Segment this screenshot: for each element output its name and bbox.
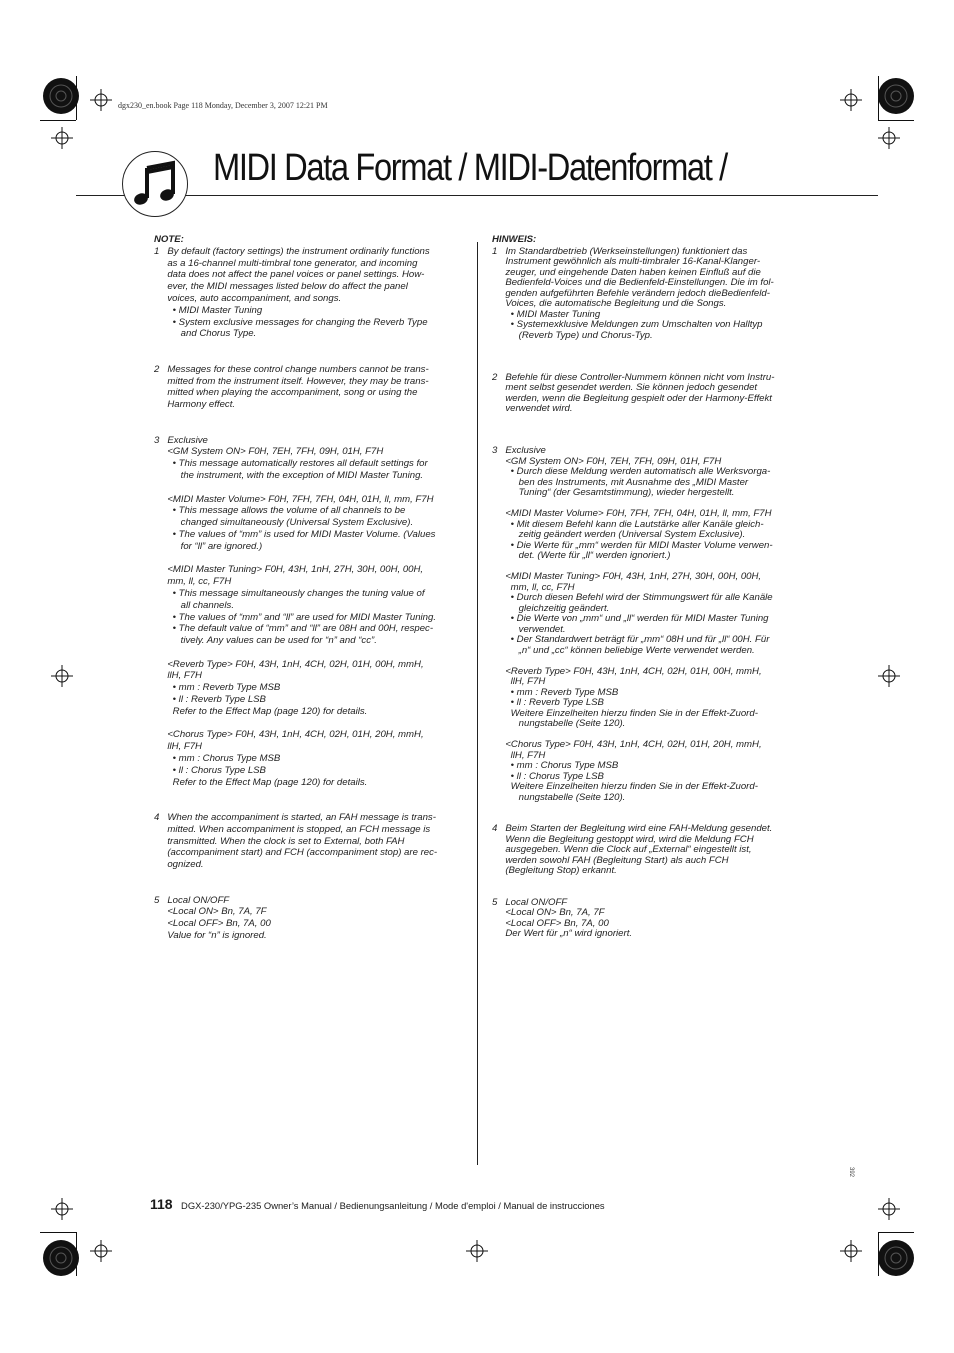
registration-mark-icon (878, 1198, 900, 1220)
text-line: 4 When the accompaniment is started, an FAH message is trans- (154, 812, 436, 824)
text-line: • mm : Reverb Type MSB (492, 686, 619, 698)
text-line (154, 788, 437, 800)
text-line: gleichzeitig geändert. (492, 602, 610, 614)
registration-mark-icon (51, 127, 73, 149)
text-line (154, 340, 437, 352)
text-line: mitted from the instrument itself. However, they may be trans- (154, 375, 429, 387)
text-line: zeitig geändert werden (Universal System Exclusive). (492, 529, 746, 541)
text-line: Harmony effect. (154, 399, 236, 411)
text-line: • mm : Chorus Type MSB (492, 760, 619, 772)
text-line (492, 414, 774, 425)
text-line: ognized. (154, 859, 204, 871)
crop-line (878, 1232, 879, 1276)
text-line (492, 340, 774, 351)
text-line: Refer to the Effect Map (page 120) for details. (154, 776, 368, 788)
text-line: for “ll” are ignored.) (154, 540, 263, 552)
crop-line (76, 1232, 77, 1276)
text-line: • Der Standardwert beträgt für „mm“ 08H und für „ll“ 00H. Für (492, 634, 770, 646)
text-line: <Local OFF> Bn, 7A, 00 (492, 917, 609, 929)
registration-mark-icon (878, 127, 900, 149)
text-line (492, 802, 774, 813)
text-line: 4 Beim Starten der Begleitung wird eine FAH-Meldung gesendet. (492, 823, 773, 835)
text-line: • mm : Chorus Type MSB (154, 753, 281, 765)
text-line: <GM System ON> F0H, 7EH, 7FH, 09H, 01H, F7H (492, 455, 722, 467)
title-rule (76, 195, 878, 196)
text-line: <Reverb Type> F0H, 43H, 1nH, 4CH, 02H, 01H, 00H, mmH, (154, 658, 424, 670)
registration-mark-icon (51, 1198, 73, 1220)
text-line (154, 871, 437, 883)
text-line: • ll : Chorus Type LSB (154, 764, 266, 776)
text-line: Value for “n” is ignored. (154, 930, 267, 942)
crop-line (878, 76, 879, 120)
text-line: mitted. When accompaniment is stopped, an FCH message is (154, 823, 431, 835)
text-line: <Local OFF> Bn, 7A, 00 (154, 918, 271, 930)
text-line: mm, ll, cc, F7H (154, 576, 232, 588)
page-number: 118 (150, 1196, 173, 1212)
print-target-icon (41, 1238, 81, 1278)
text-line: „n“ und „cc“ können beliebige Werte verwendet werden. (492, 644, 755, 656)
text-line: tively. Any values can be used for “n” and “cc”. (154, 635, 377, 647)
text-line: (accompaniment start) and FCH (accompaniment stop) are rec- (154, 847, 438, 859)
text-line: mm, ll, cc, F7H (492, 581, 575, 593)
text-line: 2 Befehle für diese Controller-Nummern können nicht vom Instru- (492, 371, 775, 383)
text-line: <MIDI Master Volume> F0H, 7FH, 7FH, 04H, 01H, ll, mm, F7H (492, 508, 772, 520)
text-line: ben des Instruments, mit Ausnahme des „MIDI Master (492, 476, 749, 488)
text-line: • MIDI Master Tuning (154, 304, 263, 316)
text-line: <MIDI Master Volume> F0H, 7FH, 7FH, 04H, 01H, ll, mm, F7H (154, 493, 434, 505)
text-line: (Reverb Type) und Chorus-Typ. (492, 329, 653, 341)
text-line: • Systemexklusive Meldungen zum Umschalten von Halltyp (492, 319, 763, 331)
text-line (492, 813, 774, 824)
print-target-icon (876, 1238, 916, 1278)
text-line: Bedienfeld-Voices und die Bedienfeld-Einstellungen. Die im fol- (492, 277, 774, 289)
note-column-german (492, 234, 774, 939)
text-line: <GM System ON> F0H, 7EH, 7FH, 09H, 01H, F7H (154, 446, 384, 458)
text-line: transmitted. When the clock is set to External, both FAH (154, 835, 405, 847)
text-line (154, 553, 437, 565)
note-heading: NOTE: (154, 234, 184, 245)
text-line: changed simultaneously (Universal System Exclusive). (154, 517, 414, 529)
crop-line (40, 120, 76, 121)
text-line: 3 Exclusive (492, 445, 546, 457)
registration-mark-icon (51, 665, 73, 687)
text-line: <Chorus Type> F0H, 43H, 1nH, 4CH, 02H, 01H, 20H, mmH, (492, 739, 762, 751)
column-divider (477, 242, 478, 1165)
text-line: • Die Werte von „mm“ und „ll“ werden für MIDI Master Tuning (492, 613, 769, 625)
text-line: llH, F7H (154, 741, 202, 753)
crop-line (76, 76, 77, 120)
text-line: Wenn die Begleitung gestoppt wird, wird die Meldung FCH (492, 833, 754, 845)
text-line: ever, the MIDI messages listed below do affect the panel (154, 281, 408, 293)
text-line: as a 16-channel multi-timbral tone generator, and incoming (154, 257, 418, 269)
text-line: werden sowohl FAH (Begleitung Start) als auch FCH (492, 854, 729, 866)
text-line: ausgegeben. Wenn die Clock auf „External“ eingestellt ist, (492, 844, 752, 856)
page-title: MIDI Data Format / MIDI-Datenformat / (213, 147, 727, 189)
text-line: 1 By default (factory settings) the instrument ordinarily functions (154, 245, 430, 257)
text-line: • This message simultaneously changes the tuning value of (154, 587, 425, 599)
text-line: • The values of “mm” is used for MIDI Master Volume. (Values (154, 528, 436, 540)
text-line: genden aufgeführten Befehle verändern jedoch dieBedienfeld- (492, 287, 770, 299)
text-line: llH, F7H (492, 676, 546, 688)
crop-line (878, 120, 914, 121)
text-line: verwendet wird. (492, 403, 573, 415)
crop-line (878, 1232, 914, 1233)
registration-mark-icon (878, 665, 900, 687)
text-line: • This message automatically restores all default settings for (154, 458, 428, 470)
note-column-english (154, 234, 437, 942)
hinweis-heading: HINWEIS: (492, 234, 537, 245)
text-line: verwendet. (492, 623, 566, 635)
text-line: • MIDI Master Tuning (492, 308, 601, 320)
text-line: <Local ON> Bn, 7A, 7F (492, 907, 605, 919)
text-line: Voices, die automatische Begleitung und die Songs. (492, 298, 727, 310)
text-line: Tuning“ (der Gesamtstimmung), wieder hergestellt. (492, 487, 735, 499)
text-line: • The values of “mm” and “ll” are used for MIDI Master Tuning. (154, 611, 437, 623)
text-line: • This message allows the volume of all channels to be (154, 505, 406, 517)
registration-mark-icon (840, 1240, 862, 1262)
print-target-icon (41, 76, 81, 116)
text-line (492, 876, 774, 887)
manual-title: DGX-230/YPG-235 Owner’s Manual / Bedienungsanleitung / Mode d'emploi / Manual de instrucciones (181, 1200, 605, 1211)
text-line: and Chorus Type. (154, 328, 257, 340)
text-line: the instrument, with the exception of MIDI Master Tuning. (154, 469, 424, 481)
text-line: llH, F7H (154, 670, 202, 682)
text-line: mitted when playing the accompaniment, song or using the (154, 387, 418, 399)
text-line (492, 424, 774, 435)
text-line: • ll : Chorus Type LSB (492, 770, 604, 782)
text-line: <MIDI Master Tuning> F0H, 43H, 1nH, 27H, 30H, 00H, 00H, (154, 564, 424, 576)
text-line: <Reverb Type> F0H, 43H, 1nH, 4CH, 02H, 01H, 00H, mmH, (492, 665, 762, 677)
text-line: • ll : Reverb Type LSB (154, 694, 266, 706)
text-line (492, 886, 774, 897)
text-line (492, 729, 774, 740)
text-line (154, 883, 437, 895)
text-line (492, 361, 774, 372)
text-line (154, 800, 437, 812)
text-line: Weitere Einzelheiten hierzu finden Sie in der Effekt-Zuord- (492, 781, 758, 793)
text-line: <Chorus Type> F0H, 43H, 1nH, 4CH, 02H, 01H, 20H, mmH, (154, 729, 424, 741)
side-code: 392 (848, 1167, 854, 1178)
registration-mark-icon (90, 89, 112, 111)
text-line: <MIDI Master Tuning> F0H, 43H, 1nH, 27H, 30H, 00H, 00H, (492, 571, 762, 583)
text-line: all channels. (154, 599, 234, 611)
page-footer (150, 1196, 605, 1214)
crop-line (40, 1232, 76, 1233)
text-line: nungstabelle (Seite 120). (492, 791, 626, 803)
text-line: Instrument gewöhnlich als multi-timbraler 16-Kanal-Klanger- (492, 256, 761, 268)
text-line: voices, auto accompaniment, and songs. (154, 292, 342, 304)
text-line: llH, F7H (492, 749, 546, 761)
text-line: (Begleitung Stop) erkannt. (492, 865, 617, 877)
text-line: nungstabelle (Seite 120). (492, 718, 626, 730)
text-line: • Durch diese Meldung werden automatisch alle Werksvorga- (492, 466, 771, 478)
text-line: ment selbst gesendet werden. Sie können jedoch gesendet (492, 382, 758, 394)
text-line: 2 Messages for these control change numbers cannot be trans- (154, 363, 429, 375)
text-line: 5 Local ON/OFF (492, 896, 568, 908)
text-line: Der Wert für „n“ wird ignoriert. (492, 928, 633, 940)
registration-mark-icon (90, 1240, 112, 1262)
text-line: Refer to the Effect Map (page 120) for details. (154, 705, 368, 717)
text-line: • The default value of “mm” and “ll” are 08H and 00H, respec- (154, 623, 434, 635)
text-line (492, 655, 774, 666)
text-line (154, 718, 437, 730)
text-line (154, 352, 437, 364)
text-line: • ll : Reverb Type LSB (492, 697, 604, 709)
text-line (154, 647, 437, 659)
text-line: <Local ON> Bn, 7A, 7F (154, 906, 267, 918)
text-line: data does not affect the panel voices or panel settings. How- (154, 269, 425, 281)
text-line: zeuger, und eingehende Daten haben keinen Einfluß auf die (492, 266, 761, 278)
text-line (154, 423, 437, 435)
text-line: Weitere Einzelheiten hierzu finden Sie in der Effekt-Zuord- (492, 707, 758, 719)
text-line (154, 482, 437, 494)
text-line: • mm : Reverb Type MSB (154, 682, 281, 694)
text-line (492, 498, 774, 509)
print-target-icon (876, 76, 916, 116)
registration-mark-icon (466, 1240, 488, 1262)
text-line: • Durch diesen Befehl wird der Stimmungswert für alle Kanäle (492, 592, 773, 604)
registration-mark-icon (840, 89, 862, 111)
text-line: werden, wenn die Begleitung gespielt oder der Harmony-Effekt (492, 392, 772, 404)
text-line (492, 561, 774, 572)
text-line (154, 411, 437, 423)
music-note-icon (122, 151, 188, 217)
text-line: 3 Exclusive (154, 434, 208, 446)
file-info: dgx230_en.book Page 118 Monday, December 3, 2007 12:21 PM (118, 101, 328, 110)
text-line (492, 435, 774, 446)
text-line: • System exclusive messages for changing the Reverb Type (154, 316, 428, 328)
text-line: det. (Werte für „ll“ werden ignoriert.) (492, 550, 671, 562)
text-line (492, 351, 774, 362)
text-line: 5 Local ON/OFF (154, 894, 230, 906)
text-line: • Mit diesem Befehl kann die Lautstärke aller Kanäle gleich- (492, 518, 764, 530)
text-line: 1 Im Standardbetrieb (Werkseinstellungen) funktioniert das (492, 245, 748, 257)
text-line: • Die Werte für „mm“ werden für MIDI Master Volume verwen- (492, 539, 773, 551)
